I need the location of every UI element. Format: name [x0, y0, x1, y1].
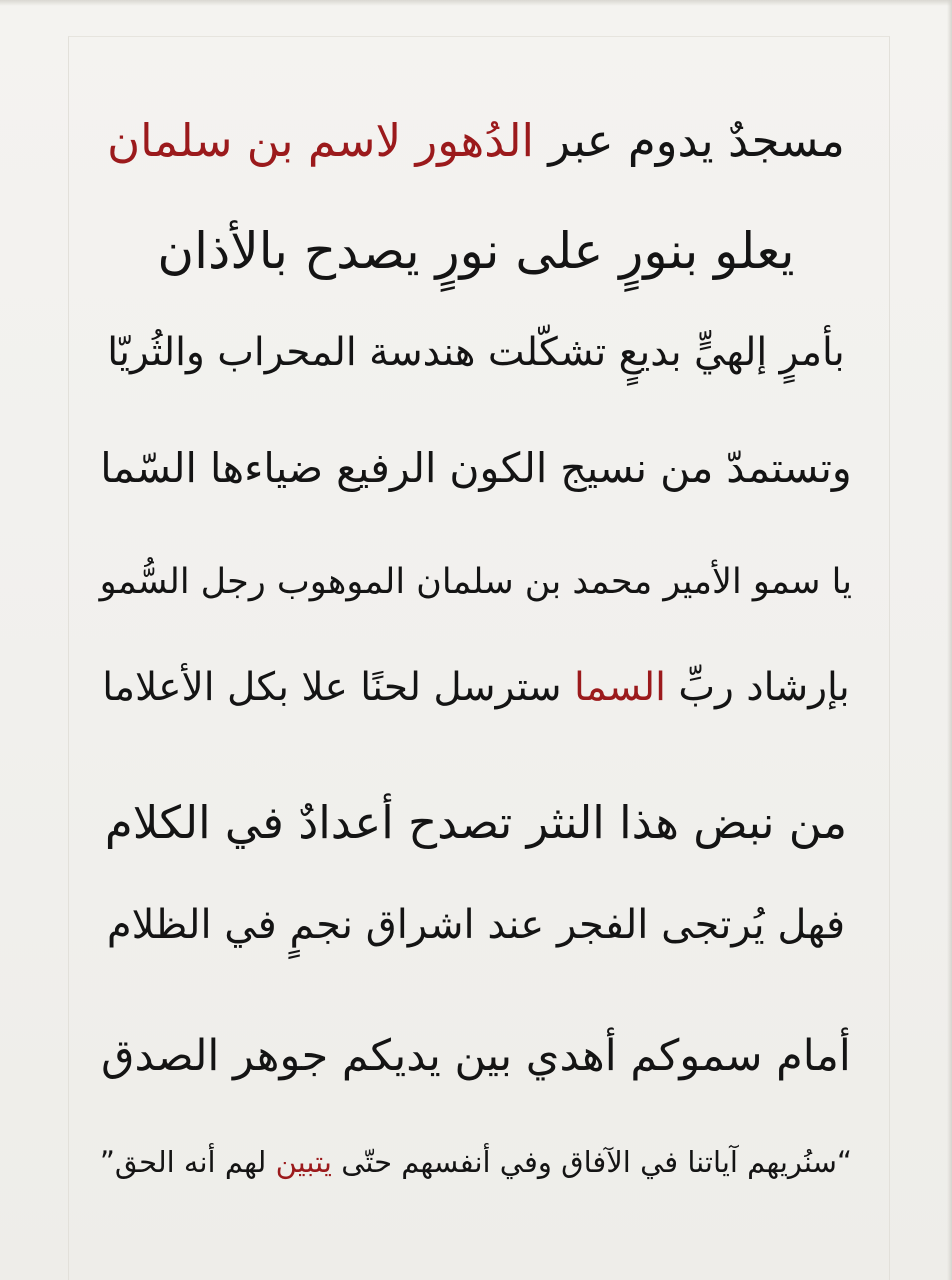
- quran-verse-part-1: “سنُريهم آياتنا في الآفاق وفي أنفسهم حتّى: [341, 1145, 852, 1179]
- poem-line-1-part-1: مسجدٌ يدوم عبر: [548, 114, 845, 167]
- poem-line-4: وتستمدّ من نسيج الكون الرفيع ضياءها السّما: [100, 444, 852, 492]
- poem-line-2: يعلو بنورٍ على نورٍ يصدح بالأذان: [157, 222, 795, 280]
- poem-line-5: يا سمو الأمير محمد بن سلمان الموهوب رجل السُّمو: [99, 562, 852, 602]
- quran-verse-part-3: لهم أنه الحق”: [99, 1145, 267, 1179]
- poem-line-6-part-1: بإرشاد ربِّ: [678, 665, 850, 710]
- poem-line-1-red-name: لاسم بن سلمان: [107, 114, 402, 167]
- poem-line-7: من نبض هذا النثر تصدح أعدادٌ في الكلام: [104, 796, 848, 849]
- poem-line-9: أمام سموكم أهدي بين يديكم جوهر الصدق: [101, 1031, 851, 1081]
- paper-top-edge: [0, 0, 952, 6]
- poem-line-6-part-3: سترسل لحنًا علا بكل الأعلاما: [102, 665, 562, 710]
- poem-line-3: بأمرٍ إلهيٍّ بديعٍ تشكّلت هندسة المحراب والثُريّا: [107, 330, 845, 375]
- poem-line-1-red-word: الدُهور: [415, 114, 535, 167]
- poem-line-1: [100, 114, 852, 167]
- quran-verse-red-word: يتبين: [275, 1145, 332, 1179]
- paper-right-edge: [947, 0, 952, 1280]
- poem-line-6-red-word: السما: [573, 665, 666, 710]
- poem-line-6: [100, 665, 852, 710]
- quran-verse-line: [99, 1145, 852, 1179]
- poem-line-8: فهل يُرتجى الفجر عند اشراق نجمٍ في الظلام: [106, 902, 846, 948]
